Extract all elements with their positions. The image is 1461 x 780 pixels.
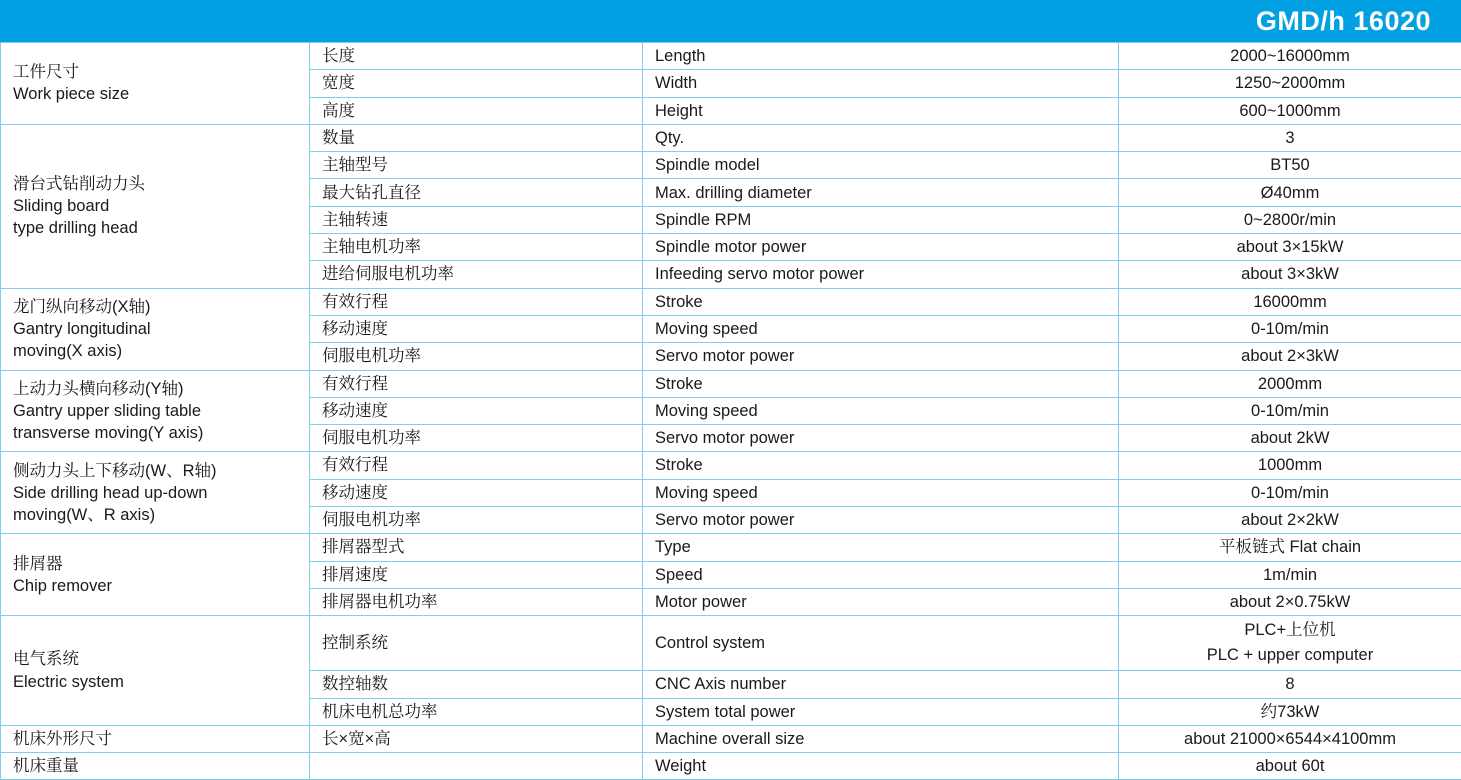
table-row [1,753,1461,780]
table-row [1,43,1461,70]
param-cn: 排屑器电机功率 [310,588,643,615]
group-label-cn: 电气系统 [13,648,297,670]
group-label-drilling-head [1,124,310,288]
group-label-chip-remover [1,534,310,616]
group-label-en: Side drilling head up-down moving(W、R axis) [13,482,297,527]
param-value: 16000mm [1119,288,1461,315]
param-en: Qty. [643,124,1119,151]
param-cn: 有效行程 [310,288,643,315]
param-value: about 3×15kW [1119,234,1461,261]
param-cn: 数控轴数 [310,671,643,698]
param-en: Stroke [643,288,1119,315]
param-value-cn: PLC+上位机 [1131,618,1449,643]
specification-table [0,42,1461,780]
param-value: 约73kW [1119,698,1461,725]
param-value: about 2×2kW [1119,507,1461,534]
param-value: 平板链式 Flat chain [1119,534,1461,561]
table-row [1,124,1461,151]
param-cn: 移动速度 [310,479,643,506]
page-title: GMD/h 16020 [1256,6,1431,37]
param-en: Max. drilling diameter [643,179,1119,206]
table-body [1,43,1461,780]
param-en: System total power [643,698,1119,725]
param-cn: 数量 [310,124,643,151]
param-cn: 伺服电机功率 [310,507,643,534]
param-en: Moving speed [643,479,1119,506]
param-value: Ø40mm [1119,179,1461,206]
param-value: 2000~16000mm [1119,43,1461,70]
param-en: Speed [643,561,1119,588]
table-row [1,534,1461,561]
group-label-gantry-longitudinal [1,288,310,370]
param-en: Type [643,534,1119,561]
param-value: about 21000×6544×4100mm [1119,725,1461,752]
param-value: about 3×3kW [1119,261,1461,288]
param-en: Moving speed [643,315,1119,342]
param-cn: 高度 [310,97,643,124]
param-value: 0-10m/min [1119,479,1461,506]
group-label-cn: 侧动力头上下移动(W、R轴) [13,460,297,482]
param-value: 0-10m/min [1119,397,1461,424]
param-cn: 控制系统 [310,616,643,671]
param-cn: 最大钻孔直径 [310,179,643,206]
param-cn: 主轴电机功率 [310,234,643,261]
group-label-upper-sliding-table [1,370,310,452]
group-label-en: Work piece size [13,83,297,105]
param-value: 1m/min [1119,561,1461,588]
param-cn [310,753,643,780]
param-value: 0-10m/min [1119,315,1461,342]
group-label-en: Electric system [13,671,297,693]
param-value [1119,616,1461,671]
table-row [1,370,1461,397]
param-cn: 机床电机总功率 [310,698,643,725]
param-cn: 宽度 [310,70,643,97]
group-label-overall-size: 机床外形尺寸 [1,725,310,752]
param-en: CNC Axis number [643,671,1119,698]
param-value: 600~1000mm [1119,97,1461,124]
param-cn: 有效行程 [310,452,643,479]
param-value: BT50 [1119,152,1461,179]
table-row [1,452,1461,479]
param-en: Motor power [643,588,1119,615]
param-cn: 伺服电机功率 [310,425,643,452]
param-en: Width [643,70,1119,97]
param-cn: 主轴型号 [310,152,643,179]
group-label-cn: 上动力头横向移动(Y轴) [13,378,297,400]
group-label-cn: 龙门纵向移动(X轴) [13,296,297,318]
group-label-en: Sliding board type drilling head [13,195,297,240]
title-bar [0,0,1461,42]
param-en: Servo motor power [643,425,1119,452]
param-cn: 长度 [310,43,643,70]
table-row [1,288,1461,315]
param-cn: 进给伺服电机功率 [310,261,643,288]
param-en: Servo motor power [643,507,1119,534]
param-value: about 60t [1119,753,1461,780]
table-row [1,725,1461,752]
param-cn: 主轴转速 [310,206,643,233]
param-cn: 长×宽×高 [310,725,643,752]
param-cn: 移动速度 [310,315,643,342]
group-label-side-drilling-head [1,452,310,534]
param-cn: 排屑速度 [310,561,643,588]
group-label-cn: 滑台式钻削动力头 [13,173,297,195]
param-cn: 有效行程 [310,370,643,397]
param-value-en: PLC + upper computer [1131,643,1449,668]
param-cn: 伺服电机功率 [310,343,643,370]
group-label-en: Gantry upper sliding table transverse moving(Y axis) [13,400,297,445]
group-label-electric-system [1,616,310,726]
param-en: Spindle motor power [643,234,1119,261]
group-label-weight: 机床重量 [1,753,310,780]
param-en: Servo motor power [643,343,1119,370]
group-label-workpiece [1,43,310,125]
param-en: Stroke [643,452,1119,479]
param-en: Moving speed [643,397,1119,424]
param-value: 8 [1119,671,1461,698]
param-en: Weight [643,753,1119,780]
group-label-cn: 工件尺寸 [13,61,297,83]
param-value: 2000mm [1119,370,1461,397]
param-value: about 2×0.75kW [1119,588,1461,615]
param-en: Infeeding servo motor power [643,261,1119,288]
param-en: Height [643,97,1119,124]
param-value: about 2×3kW [1119,343,1461,370]
group-label-cn: 排屑器 [13,553,297,575]
param-value: 1000mm [1119,452,1461,479]
param-en: Spindle model [643,152,1119,179]
param-cn: 移动速度 [310,397,643,424]
param-en: Machine overall size [643,725,1119,752]
param-en: Spindle RPM [643,206,1119,233]
group-label-en: Chip remover [13,575,297,597]
group-label-en: Gantry longitudinal moving(X axis) [13,318,297,363]
param-value: 0~2800r/min [1119,206,1461,233]
param-en: Control system [643,616,1119,671]
param-en: Length [643,43,1119,70]
param-en: Stroke [643,370,1119,397]
param-value: 1250~2000mm [1119,70,1461,97]
table-row [1,616,1461,671]
param-cn: 排屑器型式 [310,534,643,561]
param-value: 3 [1119,124,1461,151]
param-value: about 2kW [1119,425,1461,452]
